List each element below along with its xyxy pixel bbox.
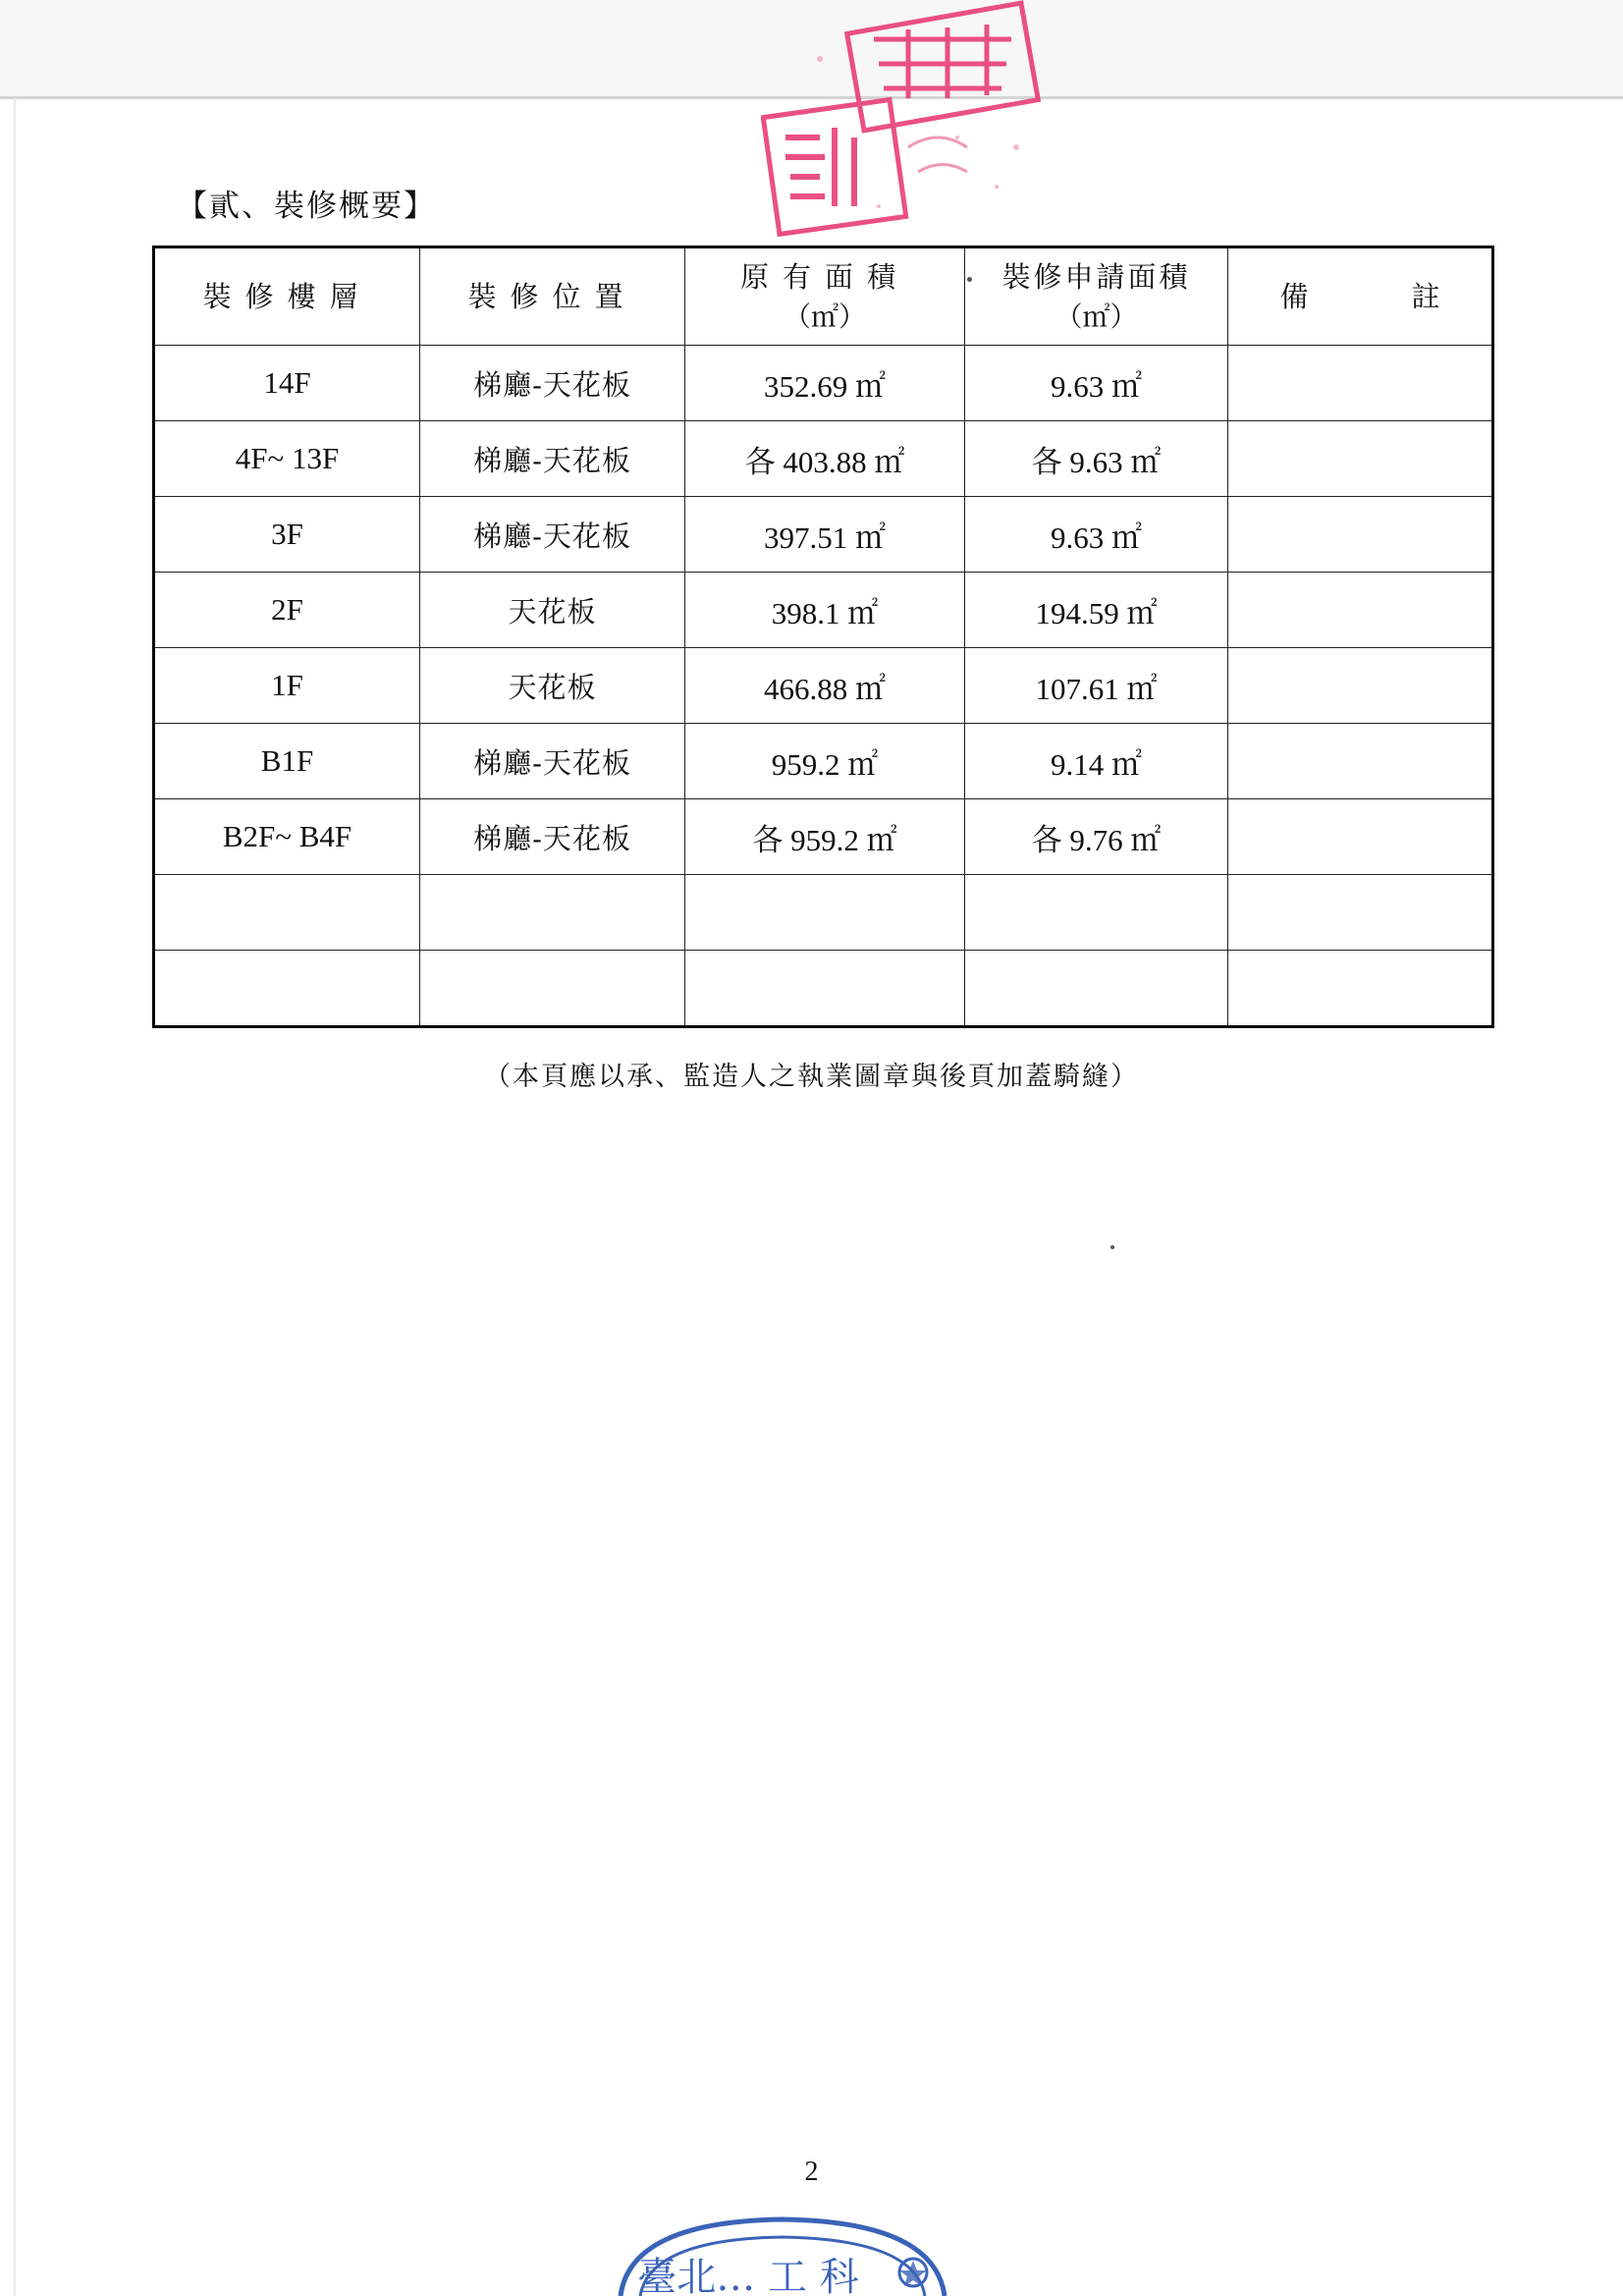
table-row	[154, 346, 1493, 421]
cell-location: 梯廳-天花板	[420, 421, 685, 497]
header-location: 裝修位置	[420, 247, 685, 346]
cell-original-area	[685, 875, 965, 951]
cell-location: 梯廳-天花板	[420, 497, 685, 573]
cell-original-area: 959.2 ㎡	[685, 724, 965, 799]
table-row	[154, 648, 1493, 724]
cell-location: 梯廳-天花板	[420, 346, 685, 421]
header-applied-area: 裝修申請面積 （㎡）	[965, 247, 1228, 346]
cell-original-area: 466.88 ㎡	[685, 648, 965, 724]
table-row	[154, 573, 1493, 648]
cell-applied-area: 9.63 ㎡	[965, 346, 1228, 421]
cell-floor: 4F~ 13F	[154, 421, 420, 497]
cell-remarks	[1228, 951, 1493, 1027]
cell-remarks	[1228, 346, 1493, 421]
cell-remarks	[1228, 573, 1493, 648]
cell-original-area: 398.1 ㎡	[685, 573, 965, 648]
blue-seal-text: 臺北… 工 科	[637, 2255, 859, 2296]
cell-remarks	[1228, 497, 1493, 573]
cell-location: 天花板	[420, 573, 685, 648]
cell-floor: B2F~ B4F	[154, 799, 420, 875]
cell-location: 梯廳-天花板	[420, 724, 685, 799]
cell-original-area: 397.51 ㎡	[685, 497, 965, 573]
cell-remarks	[1228, 421, 1493, 497]
table-row	[154, 799, 1493, 875]
scan-speck	[967, 277, 972, 282]
cell-floor	[154, 951, 420, 1027]
table-row	[154, 421, 1493, 497]
renovation-summary-table	[152, 246, 1494, 1028]
page-number: 2	[804, 2157, 819, 2187]
cell-floor: 2F	[154, 573, 420, 648]
table-header-row	[154, 247, 1493, 346]
cell-location: 天花板	[420, 648, 685, 724]
cell-applied-area: 9.14 ㎡	[965, 724, 1228, 799]
cell-original-area: 352.69 ㎡	[685, 346, 965, 421]
cell-remarks	[1228, 875, 1493, 951]
cell-applied-area: 各 9.63 ㎡	[965, 421, 1228, 497]
header-floor: 裝修樓層	[154, 247, 420, 346]
cell-applied-area: 194.59 ㎡	[965, 573, 1228, 648]
table-row	[154, 724, 1493, 799]
cell-floor: 14F	[154, 346, 420, 421]
red-seal-stamp	[761, 0, 1085, 241]
section-heading: 【貳、裝修概要】	[177, 189, 436, 224]
cell-location: 梯廳-天花板	[420, 799, 685, 875]
blue-seal-graphic	[601, 2212, 964, 2296]
cell-floor	[154, 875, 420, 951]
cell-remarks	[1228, 648, 1493, 724]
cell-floor: B1F	[154, 724, 420, 799]
table-row-empty	[154, 875, 1493, 951]
header-remarks: 備 註	[1228, 247, 1493, 346]
cell-applied-area: 107.61 ㎡	[965, 648, 1228, 724]
blue-seal-stamp	[601, 2212, 964, 2296]
cell-remarks	[1228, 724, 1493, 799]
cell-floor: 3F	[154, 497, 420, 573]
cell-remarks	[1228, 799, 1493, 875]
cell-floor: 1F	[154, 648, 420, 724]
cell-applied-area: 各 9.76 ㎡	[965, 799, 1228, 875]
cell-original-area: 各 403.88 ㎡	[685, 421, 965, 497]
cell-location	[420, 875, 685, 951]
cell-applied-area	[965, 951, 1228, 1027]
table-row	[154, 497, 1493, 573]
cell-applied-area	[965, 875, 1228, 951]
header-original-area: 原有面積 （㎡）	[685, 247, 965, 346]
cell-applied-area: 9.63 ㎡	[965, 497, 1228, 573]
scan-left-edge	[14, 98, 16, 2296]
seal-instruction-note: （本頁應以承、監造人之執業圖章與後頁加蓋騎縫）	[484, 1062, 1139, 1092]
cell-original-area	[685, 951, 965, 1027]
cell-location	[420, 951, 685, 1027]
table-row-empty	[154, 951, 1493, 1027]
cell-original-area: 各 959.2 ㎡	[685, 799, 965, 875]
scan-speck	[1110, 1245, 1114, 1249]
